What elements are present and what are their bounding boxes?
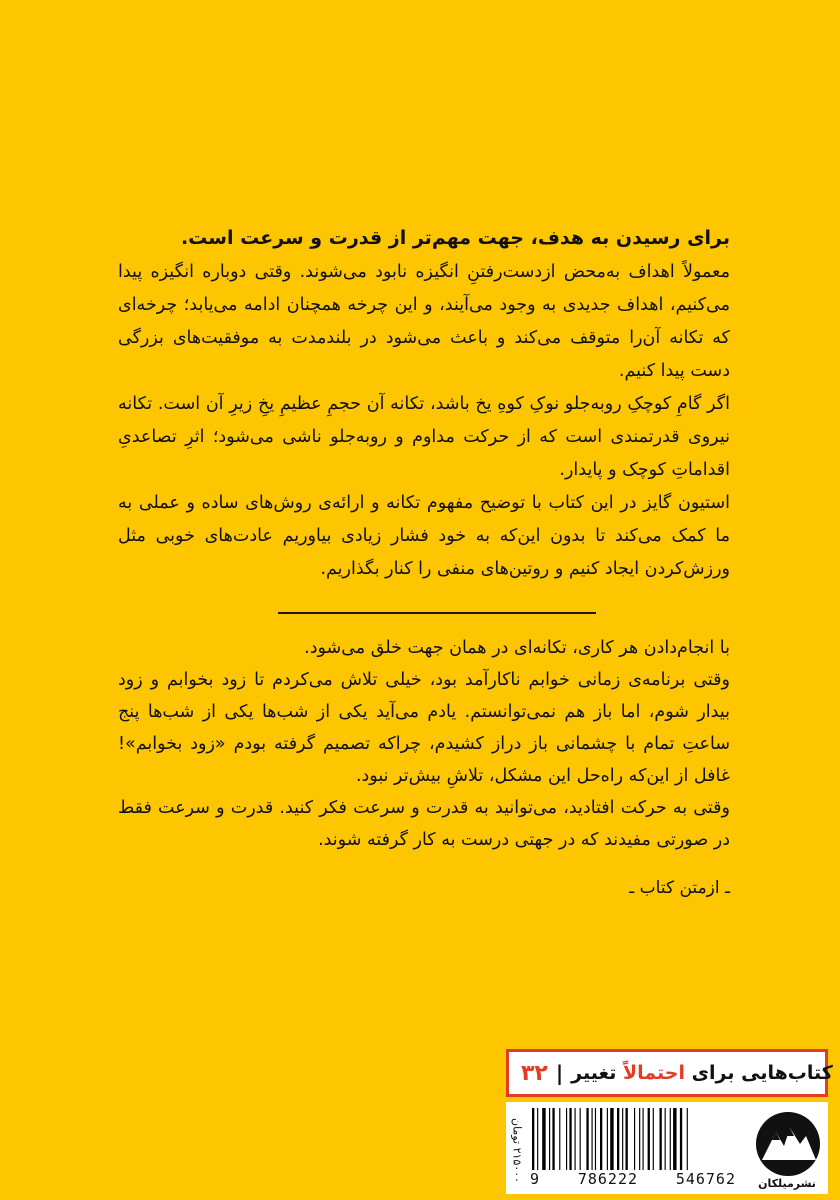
publisher-name: نشرمیلکان xyxy=(758,1177,816,1190)
isbn-digit-group: 9 xyxy=(530,1170,541,1188)
price-label: ۲۱۵۰۰۰ تومان xyxy=(510,1117,524,1183)
series-separator: | xyxy=(555,1061,564,1085)
isbn-barcode xyxy=(530,1108,736,1170)
divider-line xyxy=(278,612,596,614)
paragraph: استیون گایز در این کتاب با توضیح مفهوم تکانه و ارائه‌ی روش‌های ساده و عملی به ما کمک می‌کند تا بدون این‌که به خود فشار زیادی بیاوریم عادت‌های خوبی مثل ورزش‌کردن ایجاد کنیم و روتین‌های منفی را کنار بگذاریم. xyxy=(118,493,730,579)
paragraph: وقتی برنامه‌ی زمانی خوابم ناکارآمد بود، خیلی تلاش می‌کردم تا زود بخوابم و زود بیدار شوم، اما باز هم نمی‌توانستم. یادم می‌آید یکی از شب‌ها یکی از شب‌ها پنج ساعتِ تمام با چشمانی باز دراز کشیدم، چراکه تصمیم گرفته بودم «زود بخوابم»! غافل از این‌که راه‌حل این مشکل، تلاشِ بیش‌تر نبود. xyxy=(118,670,730,786)
paragraph: با انجام‌دادن هر کاری، تکانه‌ای در همان جهت خلق می‌شود. xyxy=(304,638,730,658)
isbn-digit-group: 786222 xyxy=(577,1170,639,1188)
series-highlight: احتمالاً xyxy=(623,1062,685,1084)
lead-sentence: برای رسیدن به هدف، جهت مهم‌تر از قدرت و سرعت است. xyxy=(180,227,730,249)
isbn-digit-group: 546762 xyxy=(675,1170,736,1188)
paragraph: وقتی به حرکت افتادید، می‌توانید به قدرت و سرعت فکر کنید. قدرت و سرعت فقط در صورتی مفیدند که در جهتی درست به کار گرفته شوند. xyxy=(118,798,730,850)
isbn-number xyxy=(530,1170,736,1188)
series-label xyxy=(506,1049,833,1097)
paragraph: معمولاً اهداف به‌محض ازدست‌رفتنِ انگیزه نابود می‌شوند. وقتی دوباره انگیزه پیدا می‌کنیم، اهداف جدیدی به وجود می‌آیند، و این چرخه همچنان ادامه می‌یابد؛ چرخه‌ای که تکانه آن‌را متوقف می‌کند و باعث می‌شود در بلندمدت به موفقیت‌های بزرگی دست پیدا کنیم. xyxy=(118,262,730,381)
paragraph: اگر گامِ کوچکِ روبه‌جلو نوکِ کوهِ یخ باشد، تکانه آن حجمِ عظیمِ یخِ زیرِ آن است. تکانه نیروی قدرتمندی است که از حرکت مداوم و روبه‌جلو ناشی می‌شود؛ اثرِ تصاعدیِ اقداماتِ کوچک و پایدار. xyxy=(118,394,730,480)
description-block xyxy=(118,256,730,586)
series-title xyxy=(571,1062,833,1084)
excerpt-block xyxy=(118,632,730,856)
series-prefix: کتاب‌هایی برای xyxy=(691,1062,833,1084)
info-panel xyxy=(506,1102,828,1194)
series-number: ۳۲ xyxy=(521,1060,548,1086)
excerpt-source: ـ ازمتن کتاب ـ xyxy=(629,878,730,898)
series-suffix: تغییر xyxy=(571,1062,617,1084)
